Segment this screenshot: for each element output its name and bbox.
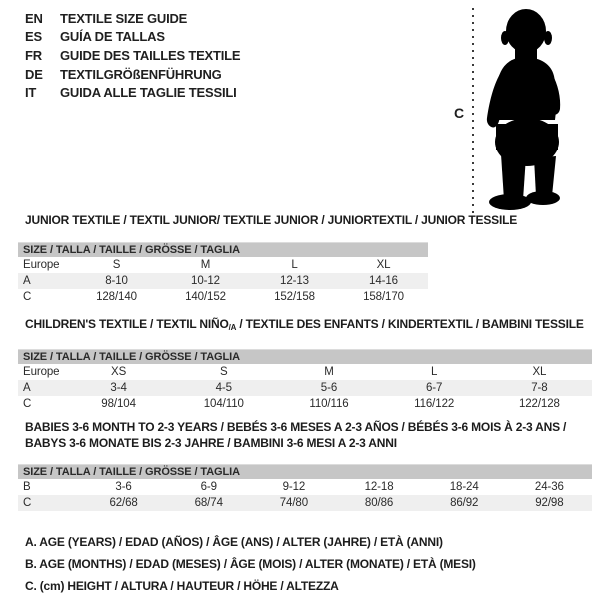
table-row xyxy=(18,289,428,305)
size-cell: 122/128 xyxy=(518,398,560,410)
table-row xyxy=(18,479,592,495)
size-cell: 158/170 xyxy=(363,291,404,303)
legend-line-b: B. AGE (MONTHS) / EDAD (MESES) / ÂGE (MOIS) / ALTER (MONATE) / ETÀ (MESI) xyxy=(25,557,476,571)
size-cell: 12-18 xyxy=(364,481,394,493)
language-code: DE xyxy=(25,66,43,82)
language-label: GUIDE DES TAILLES TEXTILE xyxy=(60,47,241,63)
size-cell: 92/98 xyxy=(535,497,564,509)
size-cell: 3-4 xyxy=(110,382,127,394)
size-header-bar: SIZE / TALLA / TAILLE / GRÖSSE / TAGLIA xyxy=(18,242,428,257)
size-cell: XL xyxy=(532,366,547,378)
size-cell: 98/104 xyxy=(101,398,136,410)
size-cell: 3-6 xyxy=(115,481,132,493)
language-row-es xyxy=(25,28,240,47)
size-cell: 7-8 xyxy=(531,382,548,394)
table-row xyxy=(18,396,592,412)
children-title-post: / TEXTILE DES ENFANTS / KINDERTEXTIL / BAMBINI TESSILE xyxy=(236,317,584,331)
language-label: GUÍA DE TALLAS xyxy=(60,29,165,45)
size-cell: 116/122 xyxy=(414,398,455,410)
size-cell: S xyxy=(112,259,121,271)
size-cell: 12-13 xyxy=(280,275,309,287)
size-cell: XL xyxy=(376,259,391,271)
language-label: TEXTILE SIZE GUIDE xyxy=(60,10,188,26)
size-cell: 74/80 xyxy=(279,497,309,509)
legend-line-a: A. AGE (YEARS) / EDAD (AÑOS) / ÂGE (ANS) / ALTER (JAHRE) / ETÀ (ANNI) xyxy=(25,535,443,549)
size-cell: 8-10 xyxy=(105,275,128,287)
table-row xyxy=(18,380,592,396)
language-row-it xyxy=(25,83,240,102)
size-cell: L xyxy=(291,259,298,271)
children-title-pre: CHILDREN'S TEXTILE / TEXTIL NIÑO xyxy=(25,317,229,331)
children-title-subscript: /A xyxy=(228,323,237,332)
children-size-table xyxy=(18,349,592,412)
row-label: Europe xyxy=(23,366,60,378)
junior-size-table xyxy=(18,242,428,305)
size-cell: 68/74 xyxy=(194,497,223,509)
row-label: C xyxy=(23,398,32,410)
language-code: EN xyxy=(25,10,43,26)
size-cell: 86/92 xyxy=(450,497,479,509)
size-header-bar: SIZE / TALLA / TAILLE / GRÖSSE / TAGLIA xyxy=(18,464,592,479)
size-cell: 6-9 xyxy=(200,481,217,493)
size-cell: 80/86 xyxy=(364,497,394,509)
language-label: TEXTILGRÖßENFÜHRUNG xyxy=(60,66,222,82)
size-header-bar: SIZE / TALLA / TAILLE / GRÖSSE / TAGLIA xyxy=(18,349,592,364)
size-cell: 5-6 xyxy=(320,382,338,394)
size-cell: 152/158 xyxy=(274,291,315,303)
size-cell: 62/68 xyxy=(109,497,138,509)
size-cell: 14-16 xyxy=(369,275,398,287)
size-cell: L xyxy=(431,366,438,378)
table-row xyxy=(18,257,428,273)
table-row xyxy=(18,273,428,289)
height-dotted-line xyxy=(472,8,474,213)
children-section-title xyxy=(25,317,584,331)
size-cell: 18-24 xyxy=(449,481,479,493)
junior-section-title: JUNIOR TEXTILE / TEXTIL JUNIOR/ TEXTILE JUNIOR / JUNIORTEXTIL / JUNIOR TESSILE xyxy=(25,213,518,227)
size-cell: 9-12 xyxy=(282,481,306,493)
row-label: C xyxy=(23,497,32,509)
size-cell: 128/140 xyxy=(96,291,137,303)
row-label: C xyxy=(23,291,32,303)
babies-title-line1: BABIES 3-6 MONTH TO 2-3 YEARS / BEBÉS 3-6 MESES A 2-3 AÑOS / BÉBÉS 3-6 MOIS À 2-3 ANS / xyxy=(25,420,567,434)
measurement-legend xyxy=(25,531,476,597)
language-code: FR xyxy=(25,47,42,63)
language-code: IT xyxy=(25,85,37,101)
size-cell: 104/110 xyxy=(203,398,244,410)
language-row-de xyxy=(25,65,240,84)
size-cell: M xyxy=(324,366,334,378)
row-label: Europe xyxy=(23,259,60,271)
table-row xyxy=(18,495,592,511)
size-cell: 24-36 xyxy=(534,481,564,493)
language-row-en xyxy=(25,9,240,28)
size-cell: S xyxy=(219,366,228,378)
height-measure-label: C xyxy=(454,105,465,121)
size-cell: 110/116 xyxy=(309,398,349,410)
babies-section-title xyxy=(25,420,570,451)
row-label: A xyxy=(23,382,31,394)
size-cell: 6-7 xyxy=(425,382,443,394)
language-list xyxy=(25,9,240,102)
legend-line-c: C. (cm) HEIGHT / ALTURA / HAUTEUR / HÖHE / ALTEZZA xyxy=(25,579,339,593)
baby-silhouette-icon xyxy=(481,6,576,212)
size-cell: M xyxy=(200,259,211,271)
language-code: ES xyxy=(25,29,42,45)
language-row-fr xyxy=(25,46,240,65)
size-cell: XS xyxy=(111,366,127,378)
babies-title-line2: BABYS 3-6 MONATE BIS 2-3 JAHRE / BAMBINI 3-6 MESI A 2-3 ANNI xyxy=(25,435,397,450)
table-row xyxy=(18,364,592,380)
row-label: A xyxy=(23,275,31,287)
row-label: B xyxy=(23,481,31,493)
size-cell: 10-12 xyxy=(191,275,220,287)
size-cell: 140/152 xyxy=(185,291,226,303)
size-cell: 4-5 xyxy=(215,382,232,394)
babies-size-table xyxy=(18,464,592,511)
language-label: GUIDA ALLE TAGLIE TESSILI xyxy=(60,85,237,101)
